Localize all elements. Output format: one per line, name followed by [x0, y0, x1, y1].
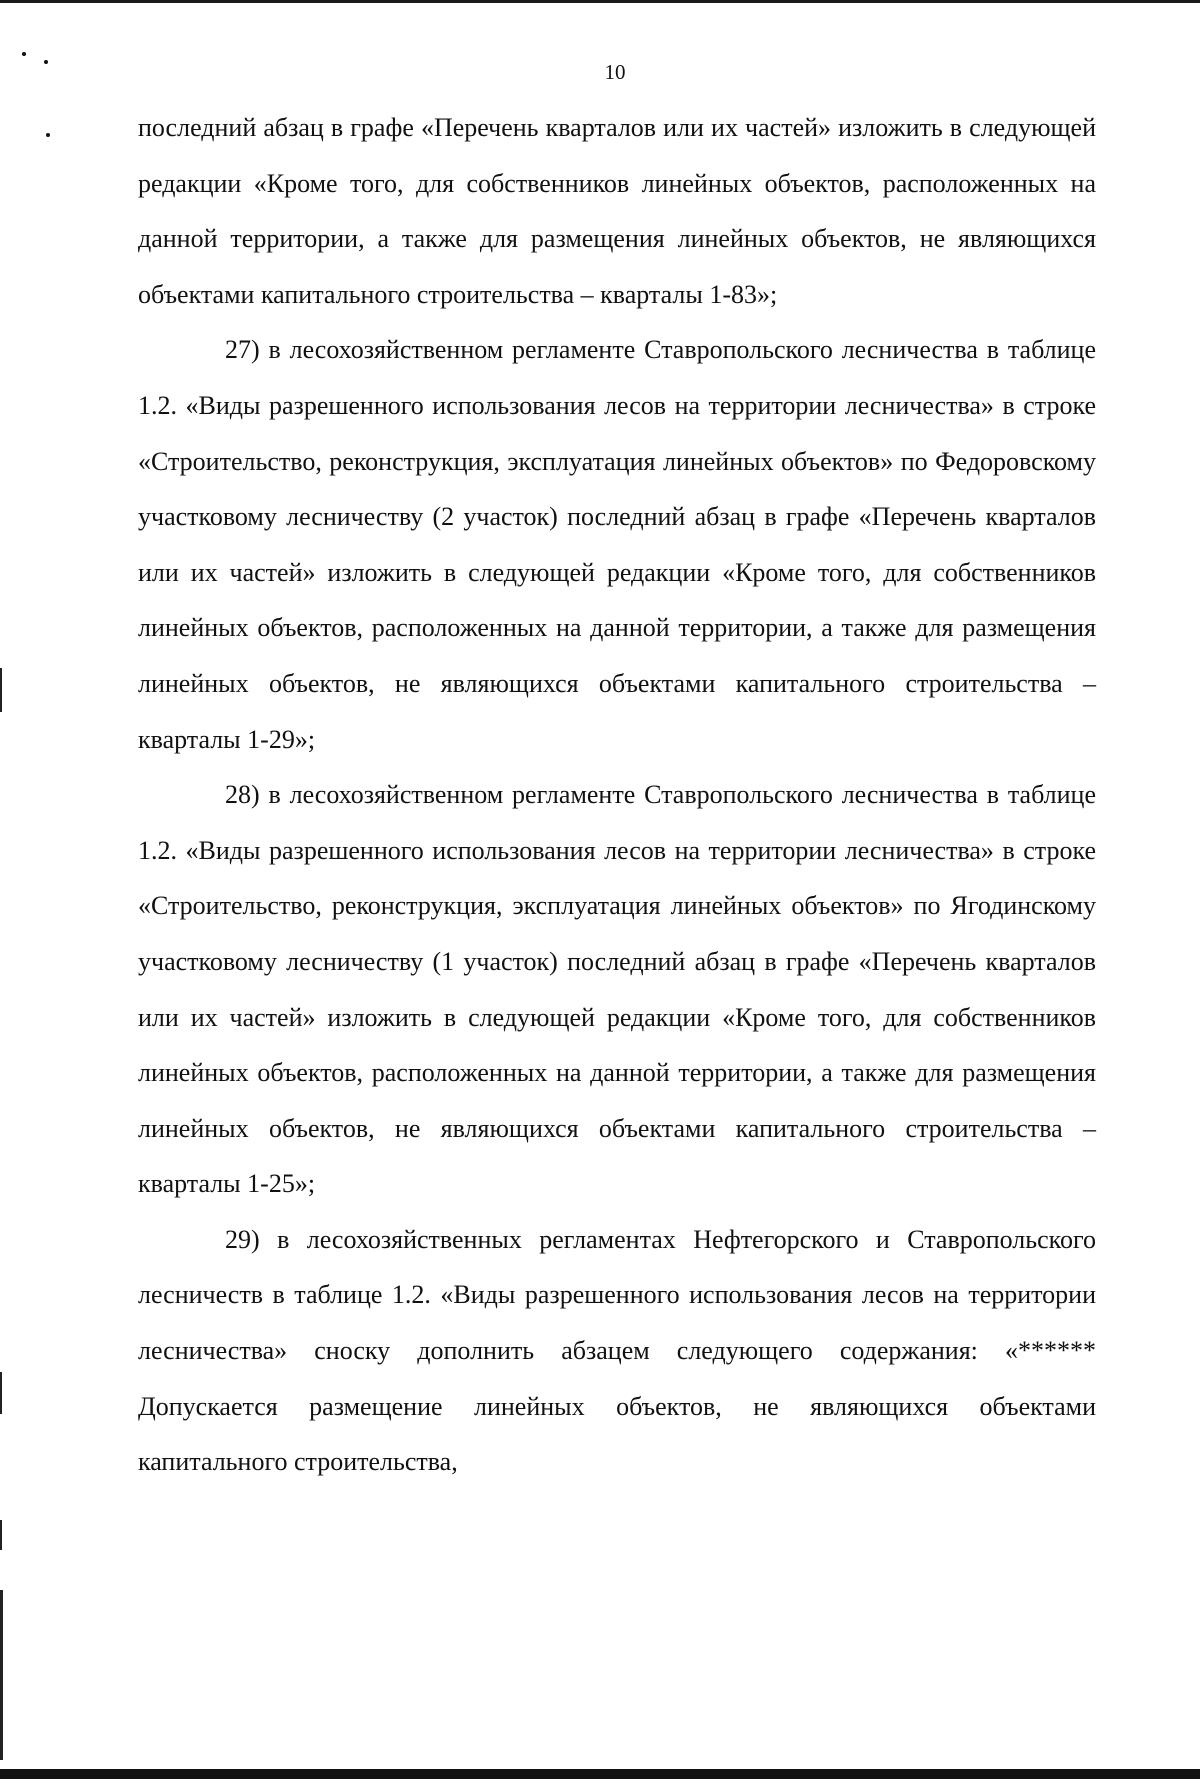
paragraph-continuation: последний абзац в графе «Перечень кварталов или их частей» изложить в следующей редакции «Кроме того, для собственников линейных объектов, расположенных на данной территории, а также для размещения линейных объектов, не являющихся объектами капитального строительства – кварталы 1-83»;: [138, 113, 1096, 309]
scan-top-edge: [0, 0, 1200, 3]
document-body: [138, 100, 1096, 1490]
scan-edge-mark: [0, 668, 2, 712]
scan-speck: [46, 133, 50, 137]
paragraph-item-28: 28) в лесохозяйственном регламенте Ставропольского лесничества в таблице 1.2. «Виды разрешенного использования лесов на территории лесничества» в строке «Строительство, реконструкция, эксплуатация линейных объектов» по Ягодинскому участковому лесничеству (1 участок) последний абзац в графе «Перечень кварталов или их частей» изложить в следующей редакции «Кроме того, для собственников линейных объектов, расположенных на данной территории, а также для размещения линейных объектов, не являющихся объектами капитального строительства – кварталы 1-25»;: [138, 780, 1096, 1199]
scan-bottom-edge: [0, 1769, 1200, 1779]
paragraph-item-29: 29) в лесохозяйственных регламентах Нефтегорского и Ставропольского лесничеств в таблице 1.2. «Виды разрешенного использования лесов на территории лесничества» сноску дополнить абзацем следующего содержания: «****** Допускается размещение линейных объектов, не являющихся объектами капитального строительства,: [138, 1224, 1096, 1477]
page-number: 10: [604, 60, 626, 84]
scan-edge-mark: [0, 1520, 2, 1550]
scan-speck: [22, 52, 26, 56]
scan-edge-mark: [0, 1590, 3, 1760]
scan-edge-mark: [0, 1372, 2, 1414]
paragraph-item-27: 27) в лесохозяйственном регламенте Ставропольского лесничества в таблице 1.2. «Виды разрешенного использования лесов на территории лесничества» в строке «Строительство, реконструкция, эксплуатация линейных объектов» по Федоровскому участковому лесничеству (2 участок) последний абзац в графе «Перечень кварталов или их частей» изложить в следующей редакции «Кроме того, для собственников линейных объектов, расположенных на данной территории, а также для размещения линейных объектов, не являющихся объектами капитального строительства – кварталы 1-29»;: [138, 335, 1096, 754]
